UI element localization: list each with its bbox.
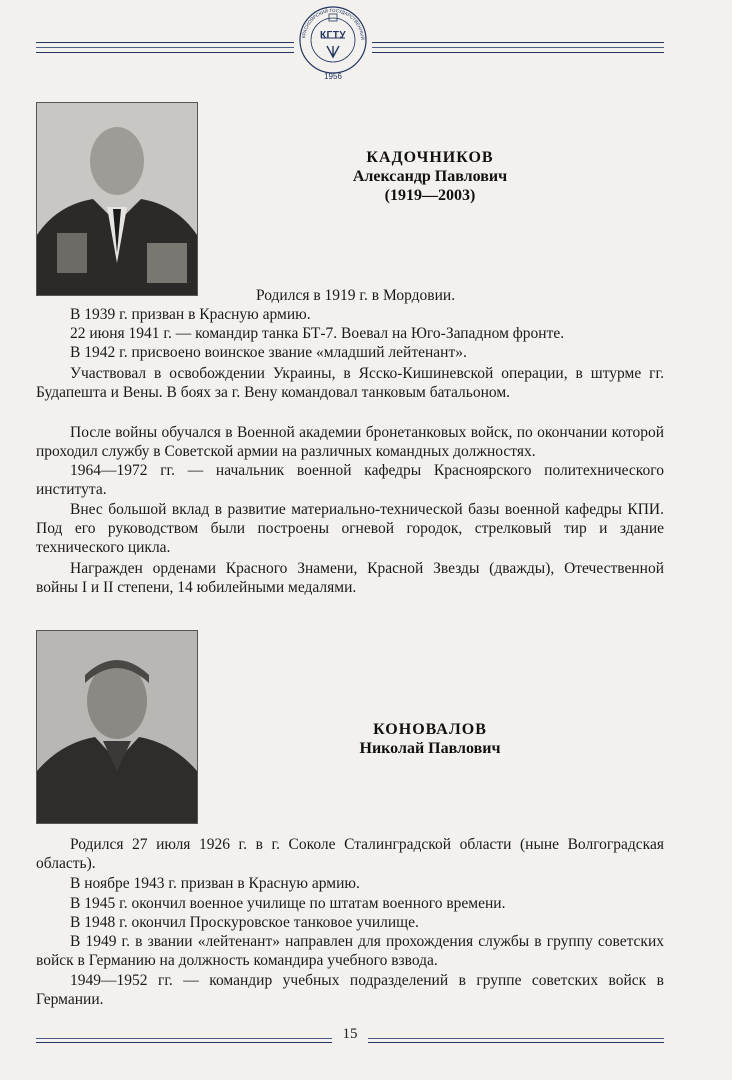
header-rule-left-bottom [36,52,294,53]
person-surname: КАДОЧНИКОВ [366,149,494,166]
university-emblem [296,2,370,84]
footer-rule-left [36,1038,332,1039]
bio-paragraph: Награжден орденами Красного Знамени, Красной Звезды (дважды), Отечественной войны I и II степени, 14 юбилейными медалями. [36,560,664,596]
bio-paragraph: 22 июня 1941 г. — командир танка БТ-7. Воевал на Юго-Западном фронте. [70,325,565,342]
header-rule-left-mid [36,47,294,48]
header-rule-right-bottom [372,52,664,53]
person-heading-kadochnikov [300,148,560,205]
bio-paragraph: После войны обучался в Военной академии бронетанковых войск, по окончании которой проходил службу в Советской армии на различных командных должностях. [36,424,664,460]
person-given-name: Николай Павлович [359,740,501,757]
header-rule-right-top [372,42,664,43]
page-number: 15 [342,1026,358,1042]
header-rule-left-top [36,42,294,43]
portrait-photo-kadochnikov [36,102,198,296]
emblem-year: 1956 [324,72,342,81]
bio-paragraph: Родился в 1919 г. в Мордовии. [256,287,456,304]
portrait-photo-konovalov [36,630,198,824]
bio-paragraph: Родился 27 июля 1926 г. в г. Соколе Сталинградской области (ныне Волгоградская область). [36,836,664,872]
bio-paragraph: Внес большой вклад в развитие материально-технической базы военной кафедры КПИ. Под его руководством были построены огневой городок, стрелковый тир и здание технического цикла. [36,501,664,556]
bio-paragraph: В 1949 г. в звании «лейтенант» направлен для прохождения службы в группу советских войск в Германию на должность командира учебного взвода. [36,933,664,969]
bio-paragraph: В ноябре 1943 г. призван в Красную армию. [70,875,360,892]
person-surname: КОНОВАЛОВ [373,721,487,738]
bio-paragraph: В 1942 г. присвоено воинское звание «младший лейтенант». [70,344,467,361]
bio-paragraph: 1949—1952 гг. — командир учебных подразделений в группе советских войск в Германии. [36,972,664,1008]
bio-paragraph: В 1945 г. окончил военное училище по штатам военного времени. [70,895,506,912]
person-heading-konovalov [300,720,560,758]
bio-paragraph: 1964—1972 гг. — начальник военной кафедры Красноярского политехнического института. [36,462,664,498]
footer-rule-right-thick [368,1042,664,1043]
footer-rule-left-thick [36,1042,332,1043]
footer-rule-right [368,1038,664,1039]
bio-paragraph: В 1939 г. призван в Красную армию. [70,306,311,323]
emblem-circle-text: КРАСНОЯРСКИЙ ГОСУДАРСТВЕННЫЙ [301,7,366,40]
bio-paragraph: В 1948 г. окончил Проскуровское танковое училище. [70,914,419,931]
person-lifespan: (1919—2003) [384,187,476,204]
header-rule-right-mid [372,47,664,48]
emblem-abbreviation: КГТУ [319,30,347,41]
person-given-name: Александр Павлович [352,168,508,185]
bio-paragraph: Участвовал в освобождении Украины, в Ясско-Кишиневской операции, в штурме гг. Будапешта и Вены. В боях за г. Вену командовал танковым батальоном. [36,365,664,401]
